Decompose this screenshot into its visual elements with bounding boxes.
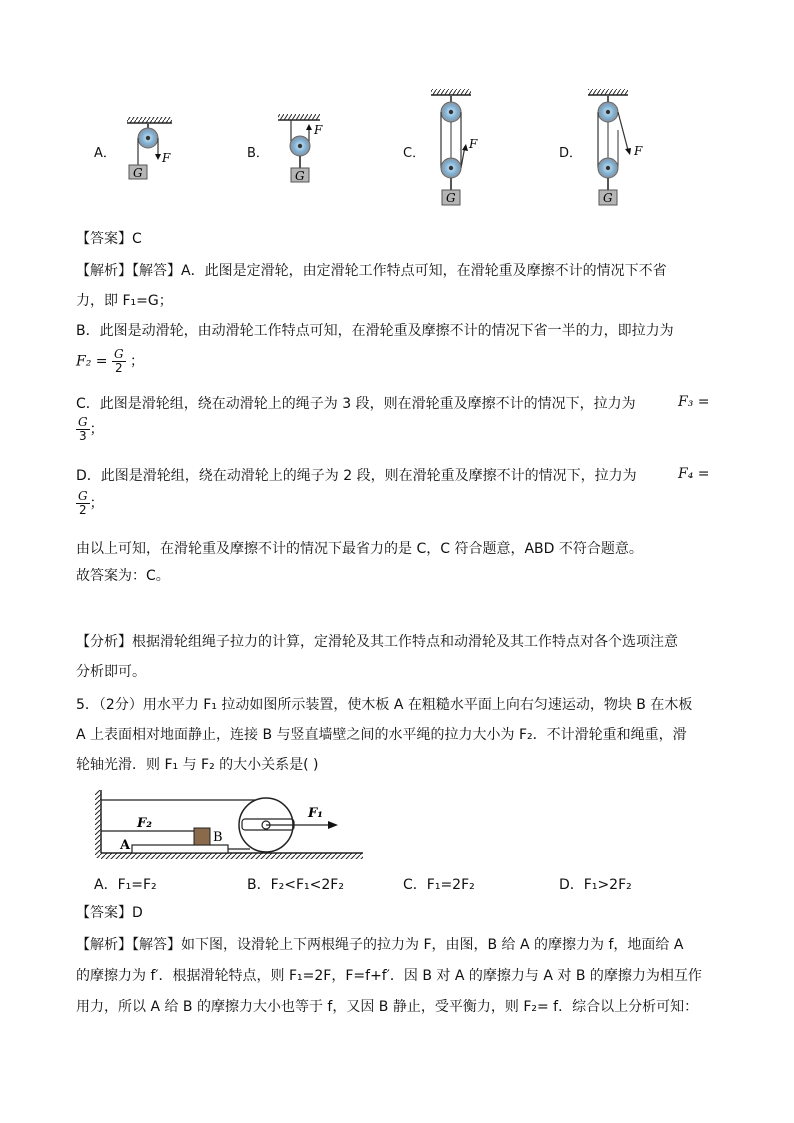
q4-formula-f4-lhs: F₄ = [678,466,710,482]
q4-answer-value: C [132,231,142,247]
option-d-force: F [634,144,643,158]
q5-b-label: B [213,830,223,845]
option-b-pulley [278,114,323,183]
option-b-force: F [314,123,323,137]
option-a-weight: G [133,166,143,180]
option-d-label: D． [559,146,583,161]
q4-fenxi-tag: 【分析】 [76,634,132,650]
option-a-label: A． [94,146,116,161]
q4-analysis-line-6: 由以上可知，在滑轮重及摩擦不计的情况下最省力的是 C，C 符合题意，ABD 不符合题意。 [76,541,643,557]
q5-analysis-line-1: 【解析】【解答】如下图，设滑轮上下两根绳子的拉力为 F，由图，B 给 A 的摩擦力为 f，地面给 A [76,937,684,953]
q4-analysis-line-2: 力，即 F₁=G； [76,293,173,309]
option-d-weight: G [603,191,613,205]
q5-stem-line-3: 轮轴光滑．则 F₁ 与 F₂ 的大小关系是( ) [76,757,319,773]
q5-answer [76,903,143,923]
q4-analysis-line-4: C．此图是滑轮组，绕在动滑轮上的绳子为 3 段，则在滑轮重及摩擦不计的情况下，拉力为 [76,396,636,412]
option-c-force: F [469,137,478,151]
q5-figure [90,785,370,865]
q5-analysis-line-2: 的摩擦力为 f′．根据滑轮特点，则 F₁=2F，F=f+f′．因 B 对 A 的摩擦力与 A 对 B 的摩擦力为相互作 [76,968,702,984]
q4-answer-tag: 【答案】 [76,231,132,247]
option-a-force: F [162,151,171,165]
pulley-diagrams [0,0,794,215]
q5-option-a: A．F₁=F₂ [94,877,157,893]
q4-analysis-line-3: B．此图是动滑轮，由动滑轮工作特点可知，在滑轮重及摩擦不计的情况下省一半的力，即拉力为 [76,323,674,339]
q5-analysis-tag: 【解析】【解答】 [76,937,181,953]
q5-option-c: C．F₁=2F₂ [403,877,475,893]
option-d-pulley [588,89,643,205]
q5-f1-label: F₁ [308,806,323,821]
q4-fenxi-line-2: 分析即可。 [76,664,146,680]
option-a-pulley [127,117,172,180]
q5-stem-line-1: 5．（2分）用水平力 F₁ 拉动如图所示装置，使木板 A 在粗糙水平面上向右匀速运动，物块 B 在木板 [76,697,693,713]
q4-analysis-line-5: D．此图是滑轮组，绕在动滑轮上的绳子为 2 段，则在滑轮重及摩擦不计的情况下，拉力为 [76,468,637,484]
option-c-label: C． [403,146,426,161]
option-c-weight: G [446,191,456,205]
q4-formula-f2: F₂ = $\frac{G}{2}$ ； [76,347,145,375]
option-b-weight: G [295,169,305,183]
q4-formula-f4: $\frac{G}{2}$ ； [78,489,104,517]
q5-f2-label: F₂ [137,816,152,831]
q4-formula-f3: $\frac{G}{3}$ ； [78,415,104,443]
q4-analysis-line-1: 【解析】【解答】A．此图是定滑轮，由定滑轮工作特点可知，在滑轮重及摩擦不计的情况下不省 [76,263,667,279]
q5-stem-line-2: A 上表面相对地面静止，连接 B 与竖直墙壁之间的水平绳的拉力大小为 F₂．不计滑轮重和绳重，滑 [76,727,687,743]
q4-fenxi-line-1: 【分析】根据滑轮组绳子拉力的计算，定滑轮及其工作特点和动滑轮及其工作特点对各个选项注意 [76,634,678,650]
q4-analysis-tag: 【解析】【解答】 [76,263,181,279]
option-c-pulley [431,89,478,205]
q5-analysis-line-3: 用力，所以 A 给 B 的摩擦力大小也等于 f，又因 B 静止，受平衡力，则 F₂= f．综合以上分析可知： [76,999,699,1015]
q5-option-b: B．F₂<F₁<2F₂ [247,877,344,893]
q5-answer-tag: 【答案】 [76,905,132,921]
q4-answer [76,229,142,249]
option-b-label: B． [247,146,269,161]
q4-formula-f3-lhs: F₃ = [678,394,710,410]
q5-option-d: D．F₁>2F₂ [559,877,632,893]
q5-a-label: A [120,838,131,853]
q5-answer-value: D [132,905,143,921]
q4-analysis-line-7: 故答案为：C。 [76,568,170,584]
